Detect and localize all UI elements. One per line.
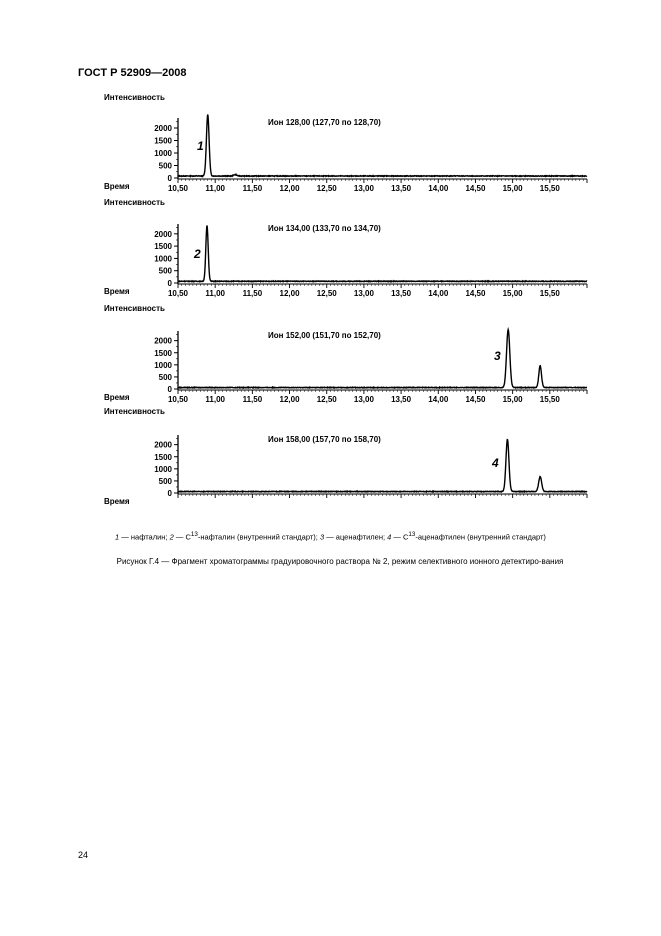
panel-1-x-tick-label: 15,00 [502,184,523,193]
panel-3-x-tick-label: 15,00 [502,395,523,404]
legend-sup-4: 13 [408,531,416,538]
panel-1-y-tick-label: 0 [167,174,172,183]
panel-1-y-tick-label: 1500 [154,136,172,146]
panel-1-x-tick-label: 15,50 [539,184,560,193]
legend-text-4a: — С [391,532,409,542]
panel-1-x-tick-label: 14,50 [465,184,486,193]
panel-2-x-tick-label: 12,50 [316,289,337,298]
panel-4-y-tick-label: 500 [158,476,172,486]
panel-1-title: Ион 128,00 (127,70 по 128,70) [268,118,381,127]
panel-2-x-tick-label: 15,00 [502,289,523,298]
panel-1-trace [178,114,587,176]
panel-4-y-tick-label: 1000 [154,464,172,474]
panel-2-x-tick-label: 13,00 [353,289,374,298]
panel-1-x-tick-label: 12,50 [316,184,337,193]
panel-2-x-tick-label: 10,50 [167,289,189,298]
panel-2-y-tick-label: 500 [158,266,172,276]
panel-4-y-tick-label: 2000 [154,440,172,450]
panel-1-x-tick-label: 10,50 [167,184,189,193]
panel-3-x-tick-label: 11,00 [205,395,225,404]
panel-2-x-tick-label: 15,50 [539,289,560,298]
figure-legend [20,531,641,542]
panel-2-x-tick-label: 11,00 [205,289,225,298]
panel-3-x-tick-label: 12,00 [279,395,300,404]
panel-1-y-tick-label: 500 [158,161,172,171]
panel-4-title: Ион 158,00 (157,70 по 158,70) [268,435,381,444]
panel-3-y-tick-label: 1000 [154,360,172,370]
panel-4-peak-label: 4 [492,456,499,470]
legend-text-4b: -аценафтилен (внутренний стандарт) [415,532,546,542]
panel-3-y-tick-label: 500 [158,372,172,382]
panel-3-x-tick-label: 14,00 [428,395,449,404]
panel-2-x-tick-label: 12,00 [279,289,300,298]
panel-4-y-tick-label: 0 [167,489,172,498]
panel-2-x-tick-label: 14,50 [465,289,486,298]
legend-num-3: 3 [319,532,325,542]
panel-2-title: Ион 134,00 (133,70 по 134,70) [268,224,381,233]
panel-3-trace [178,330,587,388]
panel-2-peak-label: 2 [194,247,201,261]
panel-3-peak-label: 3 [494,349,501,363]
panel-2-y-tick-label: 0 [167,279,172,288]
document-id: ГОСТ Р 52909—2008 [78,67,187,79]
panel-3-x-tick-label: 15,50 [539,395,560,404]
panel-2-ylabel: Интенсивность [104,198,165,207]
panel-4-trace [178,440,587,492]
panel-3-x-tick-label: 11,50 [242,395,263,404]
panel-2-x-tick-label: 11,50 [242,289,263,298]
panel-4-y-tick-label: 1500 [154,452,172,462]
panel-3-y-tick-label: 0 [167,385,172,394]
legend-num-2: 2 [169,532,174,542]
panel-3-x-tick-label: 13,00 [353,395,374,404]
figure-caption: Рисунок Г.4 — Фрагмент хроматограммы градуировочного раствора № 2, режим селективного ионного детектиро-вания [116,557,564,566]
legend-num-4: 4 [387,532,392,542]
panel-1-x-tick-label: 11,50 [242,184,263,193]
panel-3-x-tick-label: 13,50 [391,395,412,404]
legend-sup-2: 13 [190,531,198,538]
legend-text-1: — нафталин; [119,532,170,542]
panel-3-x-tick-label: 14,50 [465,395,486,404]
legend-text-2b: -нафталин (внутренний стандарт); [197,532,320,542]
panel-2-x-tick-label: 13,50 [391,289,412,298]
legend-num-1: 1 [115,532,120,542]
panel-3-x-tick-label: 10,50 [167,395,189,404]
panel-4-xlabel: Время [104,497,130,506]
panel-2-y-tick-label: 1000 [154,254,172,264]
legend-text-3: — аценафтилен; [324,532,388,542]
panel-1-x-tick-label: 11,00 [205,184,225,193]
panel-3-y-tick-label: 2000 [154,336,172,346]
panel-1-x-tick-label: 13,50 [391,184,412,193]
panel-1-peak-label: 1 [197,139,204,153]
panel-2-x-tick-label: 14,00 [428,289,449,298]
panel-3-x-tick-label: 12,50 [316,395,337,404]
panel-3-y-tick-label: 1500 [154,348,172,358]
panel-1-y-tick-label: 1000 [154,149,172,158]
panel-3-title: Ион 152,00 (151,70 по 152,70) [268,331,381,340]
panel-1-x-tick-label: 13,00 [353,184,374,193]
panel-1-x-tick-label: 12,00 [279,184,300,193]
panel-1-ylabel: Интенсивность [104,93,165,102]
page-number: 24 [78,850,89,860]
panel-3-ylabel: Интенсивность [104,304,165,313]
panel-1-y-tick-label: 2000 [154,124,172,133]
panel-2-y-tick-label: 2000 [154,229,172,239]
panel-4-ylabel: Интенсивность [104,407,165,416]
legend-text-2a: — С [173,532,191,542]
panel-1-x-tick-label: 14,00 [428,184,449,193]
panel-2-y-tick-label: 1500 [154,242,172,252]
panel-2-trace [178,226,587,281]
panel-3-xlabel: Время [104,393,130,402]
panel-1-xlabel: Время [104,182,130,191]
panel-2-xlabel: Время [104,287,130,296]
